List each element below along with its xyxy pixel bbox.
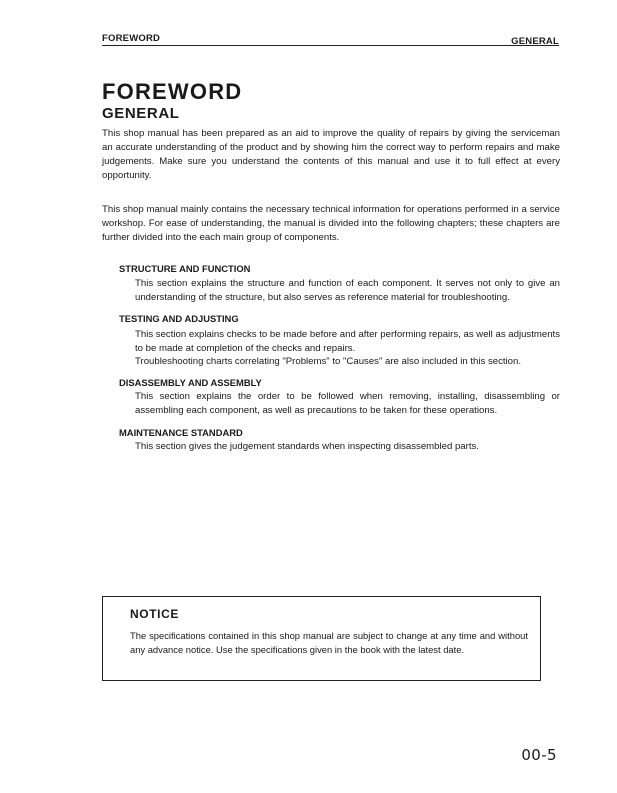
notice-body: The specifications contained in this shop manual are subject to change at any time and without any advance notice. Use the specifications given in the book with the latest date. xyxy=(130,630,528,655)
header-rule xyxy=(102,45,559,46)
section-heading: TESTING AND ADJUSTING xyxy=(119,313,239,324)
page-title: FOREWORD xyxy=(102,79,243,104)
section-heading: MAINTENANCE STANDARD xyxy=(119,427,243,438)
notice-title: NOTICE xyxy=(130,607,179,621)
section-body-text: This section gives the judgement standards when inspecting disassembled parts. xyxy=(135,441,479,452)
header-right: GENERAL xyxy=(511,36,559,47)
section-body-text: This section explains the structure and function of each component. It serves not only to give an understanding of the structure, but also serves as reference material for troubleshooting. xyxy=(135,278,560,303)
section-body-text: This section explains the order to be followed when removing, installing, disassembling or assembling each component, as well as precautions to be taken for these operations. xyxy=(135,391,560,416)
section-body xyxy=(135,390,560,417)
section-body xyxy=(135,440,560,454)
notice-box xyxy=(102,596,541,681)
chapters-paragraph: This shop manual mainly contains the necessary technical information for operations performed in a service workshop. For ease of understanding, the manual is divided into the following chapters; these chapters are further divided into the each main group of components. xyxy=(102,204,560,243)
section-body xyxy=(135,277,560,304)
section-body-text: This section explains checks to be made before and after performing repairs, as well as adjustments to be made at completion of the checks and repairs. xyxy=(135,329,561,354)
intro-paragraph: This shop manual has been prepared as an aid to improve the quality of repairs by giving the serviceman an accurate understanding of the product and by showing him the correct way to perform repairs and make judgements. Make sure you understand the contents of this manual and use it to full effect at every opportunity. xyxy=(102,128,560,181)
section-body xyxy=(135,328,560,369)
page-subtitle: GENERAL xyxy=(102,105,180,122)
header-left: FOREWORD xyxy=(102,33,161,44)
section-heading: STRUCTURE AND FUNCTION xyxy=(119,263,251,274)
section-heading: DISASSEMBLY AND ASSEMBLY xyxy=(119,377,262,388)
section-body-text-2: Troubleshooting charts correlating "Problems" to "Causes" are also included in this section. xyxy=(135,356,522,367)
page-number: 00-5 xyxy=(521,746,557,764)
